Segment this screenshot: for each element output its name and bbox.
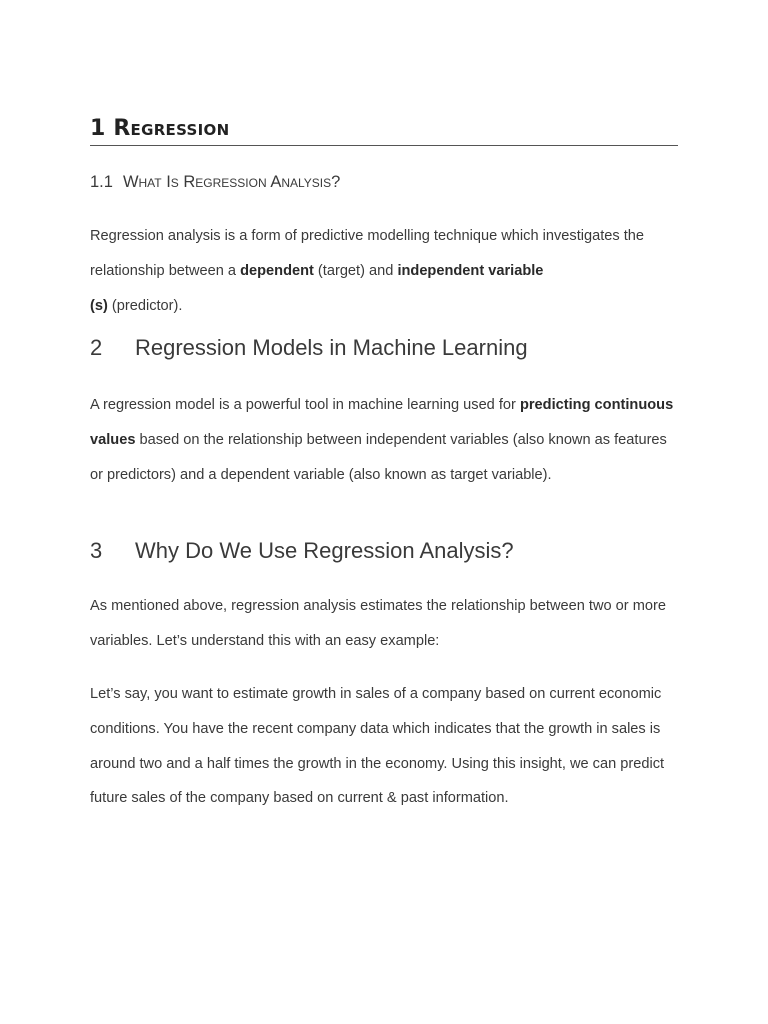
section-3-heading [90,537,514,565]
section-1-title: Regression [113,116,230,141]
paragraph-text: A regression model is a powerful tool in machine learning used for [90,397,520,413]
section-1-number: 1 [90,116,106,141]
bold-term-s: (s) [90,297,108,314]
paragraph-text: (predictor). [107,297,183,314]
section-3-paragraph-1: As mentioned above, regression analysis estimates the relationship between two or more variables. Let’s understand this with an easy example: [90,598,666,649]
subsection-1-1-number: 1.1 [90,173,113,191]
paragraph-text: Regression analysis is a form of predictive modelling technique which investigates the relationship between a [90,228,645,279]
bold-term-dependent: dependent [240,262,314,279]
paragraph-text: based on the relationship between independent variables (also known as features or predictors) and a dependent variable (also known as target variable). [90,431,667,483]
section-3-number: 3 [90,538,103,563]
section-2-number: 2 [90,335,103,360]
subsection-1-1-title: What Is Regression Analysis? [122,173,341,191]
section-2-paragraph [90,388,680,492]
bold-term-independent-variable: independent variable [397,262,544,279]
subsection-1-1-paragraph [90,219,680,323]
section-1-heading [90,116,678,146]
section-2-title: Regression Models in Machine Learning [135,335,528,360]
subsection-1-1-heading [90,172,340,192]
bold-term-predicting-continuous-values: predicting continuous values [90,397,674,448]
section-3-paragraph-2: Let’s say, you want to estimate growth in sales of a company based on current economic conditions. You have the recent company data which indicates that the growth in sales is around two and a half times the growth in the economy. Using this insight, we can predict future sales of the company based on current & past information. [90,686,665,807]
paragraph-text: (target) and [313,262,398,279]
section-3-title: Why Do We Use Regression Analysis? [135,538,514,563]
section-2-heading [90,334,528,362]
